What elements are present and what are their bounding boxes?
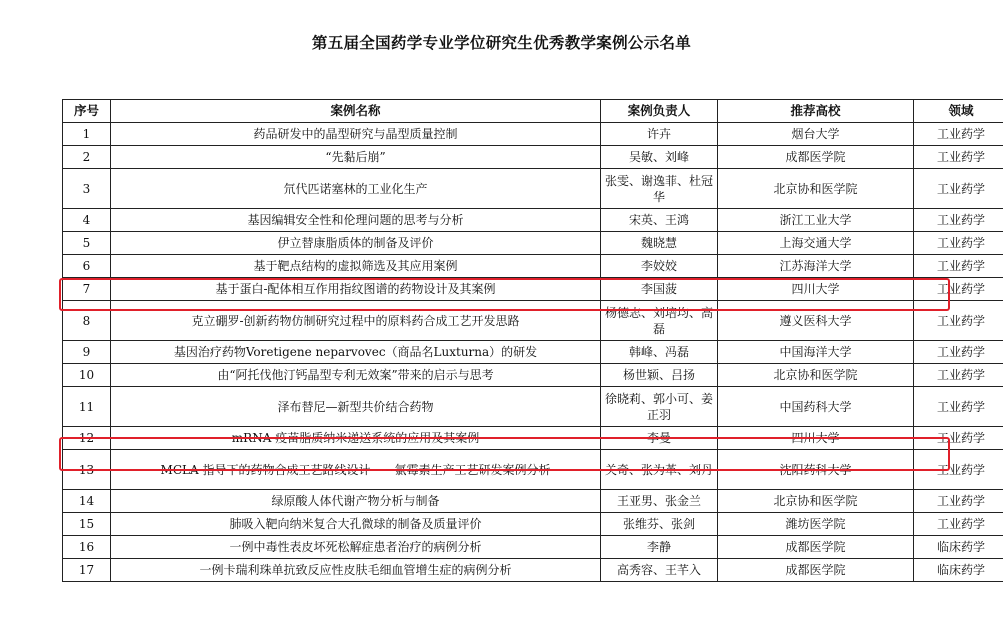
- cell-school: 北京协和医学院: [718, 490, 914, 513]
- cell-no: 2: [63, 146, 111, 169]
- cell-school: 北京协和医学院: [718, 364, 914, 387]
- cell-case-name: 氘代匹诺塞林的工业化生产: [111, 169, 601, 209]
- cell-case-name: 一例卡瑞利珠单抗致反应性皮肤毛细血管增生症的病例分析: [111, 559, 601, 582]
- cell-no: 14: [63, 490, 111, 513]
- table-row: [63, 146, 1003, 169]
- cell-case-name: 伊立替康脂质体的制备及评价: [111, 232, 601, 255]
- cell-no: 3: [63, 169, 111, 209]
- cell-school: 浙江工业大学: [718, 209, 914, 232]
- table-row: [63, 341, 1003, 364]
- cell-school: 四川大学: [718, 427, 914, 450]
- table-row: [63, 490, 1003, 513]
- cell-field: 工业药学: [914, 490, 1003, 513]
- cell-case-name: 绿原酸人体代谢产物分析与制备: [111, 490, 601, 513]
- cell-field: 工业药学: [914, 255, 1003, 278]
- cell-case-name: mRNA 疫苗脂质纳米递送系统的应用及其案例: [111, 427, 601, 450]
- cell-field: 工业药学: [914, 209, 1003, 232]
- cell-field: 工业药学: [914, 427, 1003, 450]
- cell-lead: 李姣姣: [601, 255, 718, 278]
- cell-field: 临床药学: [914, 559, 1003, 582]
- cell-case-name: MCLA 指导下的药物合成工艺路线设计——氯霉素生产工艺研发案例分析: [111, 450, 601, 490]
- table-row: [63, 169, 1003, 209]
- cell-lead: 高秀容、王芊入: [601, 559, 718, 582]
- cell-school: 潍坊医学院: [718, 513, 914, 536]
- table-row: [63, 450, 1003, 490]
- cell-field: 工业药学: [914, 450, 1003, 490]
- cell-lead: 张维芬、张剑: [601, 513, 718, 536]
- cell-no: 17: [63, 559, 111, 582]
- cell-field: 工业药学: [914, 278, 1003, 301]
- cell-lead: 李曼: [601, 427, 718, 450]
- column-header-case-name: 案例名称: [111, 100, 601, 123]
- cell-lead: 李静: [601, 536, 718, 559]
- table-row: [63, 123, 1003, 146]
- cell-school: 遵义医科大学: [718, 301, 914, 341]
- cell-school: 成都医学院: [718, 146, 914, 169]
- cell-case-name: 泽布替尼—新型共价结合药物: [111, 387, 601, 427]
- page-title: 第五届全国药学专业学位研究生优秀教学案例公示名单: [311, 34, 692, 52]
- table-row: [63, 559, 1003, 582]
- cell-school: 中国药科大学: [718, 387, 914, 427]
- table-row: [63, 536, 1003, 559]
- cell-no: 10: [63, 364, 111, 387]
- cell-lead: 张雯、谢逸菲、杜冠华: [601, 169, 718, 209]
- cell-school: 江苏海洋大学: [718, 255, 914, 278]
- cell-no: 9: [63, 341, 111, 364]
- cell-no: 5: [63, 232, 111, 255]
- column-header-lead: 案例负责人: [601, 100, 718, 123]
- cell-lead: 徐晓莉、郭小可、姜正羽: [601, 387, 718, 427]
- cell-lead: 韩峰、冯磊: [601, 341, 718, 364]
- cell-field: 工业药学: [914, 146, 1003, 169]
- cell-no: 12: [63, 427, 111, 450]
- cell-no: 11: [63, 387, 111, 427]
- table-row: [63, 209, 1003, 232]
- cell-case-name: 基因编辑安全性和伦理问题的思考与分析: [111, 209, 601, 232]
- cell-school: 沈阳药科大学: [718, 450, 914, 490]
- cell-school: 四川大学: [718, 278, 914, 301]
- table-row: [63, 387, 1003, 427]
- cell-lead: 宋英、王鸿: [601, 209, 718, 232]
- table-row: [63, 278, 1003, 301]
- cell-no: 15: [63, 513, 111, 536]
- cell-field: 工业药学: [914, 513, 1003, 536]
- cell-no: 13: [63, 450, 111, 490]
- table-row: [63, 301, 1003, 341]
- cell-case-name: 一例中毒性表皮坏死松解症患者治疗的病例分析: [111, 536, 601, 559]
- cell-no: 7: [63, 278, 111, 301]
- cell-no: 6: [63, 255, 111, 278]
- cell-school: 上海交通大学: [718, 232, 914, 255]
- cell-lead: 李国菠: [601, 278, 718, 301]
- cell-field: 工业药学: [914, 341, 1003, 364]
- cell-case-name: 基因治疗药物Voretigene neparvovec（商品名Luxturna）的研发: [111, 341, 601, 364]
- cell-field: 工业药学: [914, 123, 1003, 146]
- cell-no: 16: [63, 536, 111, 559]
- cell-case-name: 基于靶点结构的虚拟筛选及其应用案例: [111, 255, 601, 278]
- cell-no: 1: [63, 123, 111, 146]
- cell-school: 成都医学院: [718, 559, 914, 582]
- cell-case-name: 克立硼罗-创新药物仿制研究过程中的原料药合成工艺开发思路: [111, 301, 601, 341]
- cell-lead: 杨德志、刘培均、高磊: [601, 301, 718, 341]
- table-row: [63, 255, 1003, 278]
- table-row: [63, 232, 1003, 255]
- cell-field: 工业药学: [914, 387, 1003, 427]
- cell-lead: 杨世颖、吕扬: [601, 364, 718, 387]
- column-header-school: 推荐高校: [718, 100, 914, 123]
- cell-school: 成都医学院: [718, 536, 914, 559]
- cell-school: 中国海洋大学: [718, 341, 914, 364]
- cell-lead: 魏晓慧: [601, 232, 718, 255]
- cell-case-name: 基于蛋白-配体相互作用指纹图谱的药物设计及其案例: [111, 278, 601, 301]
- cell-school: 烟台大学: [718, 123, 914, 146]
- cell-lead: 王亚男、张金兰: [601, 490, 718, 513]
- table-row: [63, 364, 1003, 387]
- column-header-no: 序号: [63, 100, 111, 123]
- column-header-field: 领域: [914, 100, 1003, 123]
- cell-case-name: 肺吸入靶向纳米复合大孔微球的制备及质量评价: [111, 513, 601, 536]
- cell-field: 临床药学: [914, 536, 1003, 559]
- cell-field: 工业药学: [914, 301, 1003, 341]
- cell-no: 4: [63, 209, 111, 232]
- table-row: [63, 427, 1003, 450]
- cell-school: 北京协和医学院: [718, 169, 914, 209]
- cell-case-name: 由“阿托伐他汀钙晶型专利无效案”带来的启示与思考: [111, 364, 601, 387]
- cell-case-name: “先黏后崩”: [111, 146, 601, 169]
- table-header-row: [63, 100, 1003, 123]
- cell-field: 工业药学: [914, 169, 1003, 209]
- cell-field: 工业药学: [914, 232, 1003, 255]
- cell-case-name: 药品研发中的晶型研究与晶型质量控制: [111, 123, 601, 146]
- cell-lead: 吴敏、刘峰: [601, 146, 718, 169]
- table-row: [63, 513, 1003, 536]
- cell-lead: 许卉: [601, 123, 718, 146]
- cell-no: 8: [63, 301, 111, 341]
- cell-lead: 关奇、张为革、刘丹: [601, 450, 718, 490]
- case-list-table: [62, 99, 1003, 582]
- cell-field: 工业药学: [914, 364, 1003, 387]
